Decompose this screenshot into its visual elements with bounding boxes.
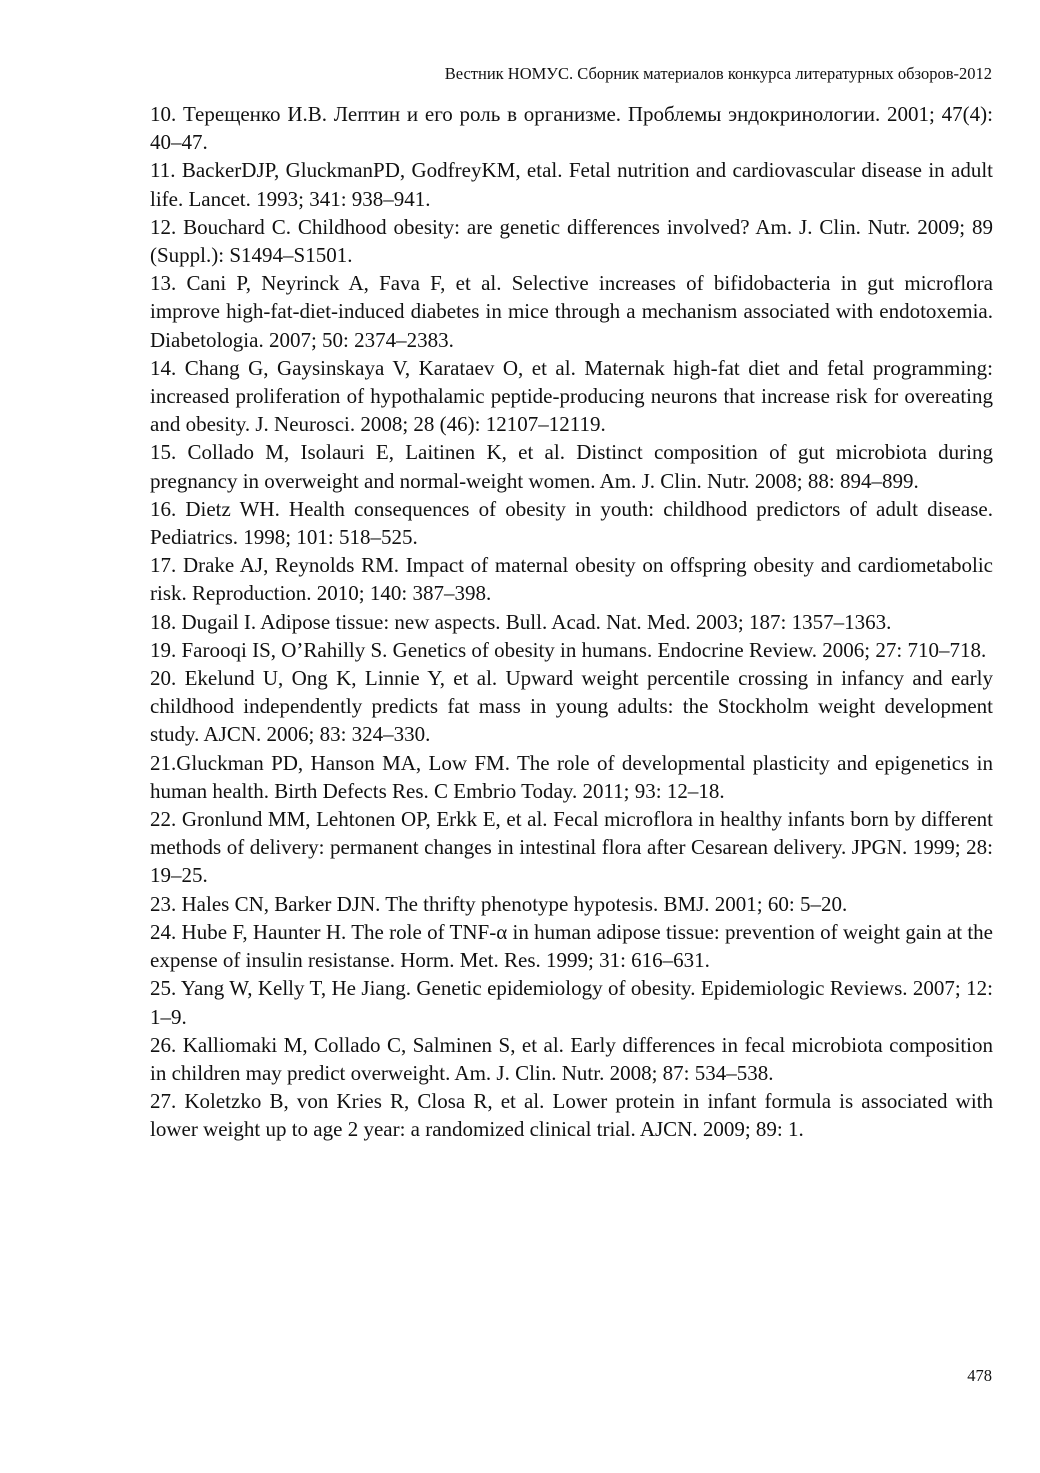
reference-item: 15. Collado M, Isolauri E, Laitinen K, et al. Distinct composition of gut microbiota during pregnancy in overweight and normal-weight women. Am. J. Clin. Nutr. 2008; 88: 894–899. <box>150 440 993 493</box>
reference-item: 24. Hube F, Haunter H. The role of TNF-α in human adipose tissue: prevention of weight gain at the expense of insulin resistanse. Horm. Met. Res. 1999; 31: 616–631. <box>150 919 993 973</box>
reference-item: 21.Gluckman PD, Hanson MA, Low FM. The role of developmental plasticity and epigenetics in human health. Birth Defects Res. C Embrio Today. 2011; 93: 12–18. <box>150 750 993 803</box>
reference-item: 18. Dugail I. Adipose tissue: new aspects. Bull. Acad. Nat. Med. 2003; 187: 1357–1363. <box>150 609 892 634</box>
reference-item: 23. Hales CN, Barker DJN. The thrifty phenotype hypotesis. BMJ. 2001; 60: 5–20. <box>150 891 848 916</box>
reference-item: 22. Gronlund MM, Lehtonen OP, Erkk E, et al. Fecal microflora in healthy infants born by different methods of delivery: permanent changes in intestinal flora after Cesarean delivery. JPGN. 1999; 28: 19–25. <box>150 807 993 888</box>
reference-item: 19. Farooqi IS, O’Rahilly S. Genetics of obesity in humans. Endocrine Review. 2006; 27: 710–718. <box>150 637 987 662</box>
page-number: 478 <box>967 1366 992 1385</box>
reference-list <box>150 100 993 1144</box>
reference-item: 10. Терещенко И.В. Лептин и его роль в организме. Проблемы эндокринологии. 2001; 47(4): 40–47. <box>150 102 993 155</box>
reference-item: 17. Drake AJ, Reynolds RM. Impact of maternal obesity on offspring obesity and cardiometabolic risk. Reproduction. 2010; 140: 387–398. <box>150 553 993 606</box>
reference-item: 27. Koletzko B, von Kries R, Closa R, et al. Lower protein in infant formula is associated with lower weight up to age 2 year: a randomized clinical trial. AJCN. 2009; 89: 1. <box>150 1089 993 1142</box>
reference-item: 20. Ekelund U, Ong K, Linnie Y, et al. Upward weight percentile crossing in infancy and early childhood independently predicts fat mass in young adults: the Stockholm weight development study. AJCN. 2006; 83: 324–330. <box>150 666 993 747</box>
reference-item: 25. Yang W, Kelly T, He Jiang. Genetic epidemiology of obesity. Epidemiologic Reviews. 2007; 12: 1–9. <box>150 976 993 1029</box>
reference-item: 26. Kalliomaki M, Collado C, Salminen S, et al. Early differences in fecal microbiota composition in children may predict overweight. Am. J. Clin. Nutr. 2008; 87: 534–538. <box>150 1032 993 1085</box>
reference-item: 12. Bouchard C. Childhood obesity: are genetic differences involved? Am. J. Clin. Nutr. 2009; 89 (Suppl.): S1494–S1501. <box>150 214 993 268</box>
running-header: Вестник НОМУС. Сборник материалов конкурса литературных обзоров-2012 <box>444 64 992 83</box>
reference-item: 16. Dietz WH. Health consequences of obesity in youth: childhood predictors of adult disease. Pediatrics. 1998; 101: 518–525. <box>150 496 993 550</box>
reference-item: 14. Chang G, Gaysinskaya V, Karataev O, et al. Maternak high-fat diet and fetal programming: increased proliferation of hypothalamic peptide-producing neurons that increase risk for overeating and obesity. J. Neurosci. 2008; 28 (46): 12107–12119. <box>150 355 993 437</box>
reference-item: 11. BackerDJP, GluckmanPD, GodfreyKM, etal. Fetal nutrition and cardiovascular disease in adult life. Lancet. 1993; 341: 938–941. <box>150 158 993 211</box>
reference-item: 13. Cani P, Neyrinck A, Fava F, et al. Selective increases of bifidobacteria in gut microflora improve high-fat-diet-induced diabetes in mice through a mechanism associated with endotoxemia. Diabetologia. 2007; 50: 2374–2383. <box>150 271 993 352</box>
